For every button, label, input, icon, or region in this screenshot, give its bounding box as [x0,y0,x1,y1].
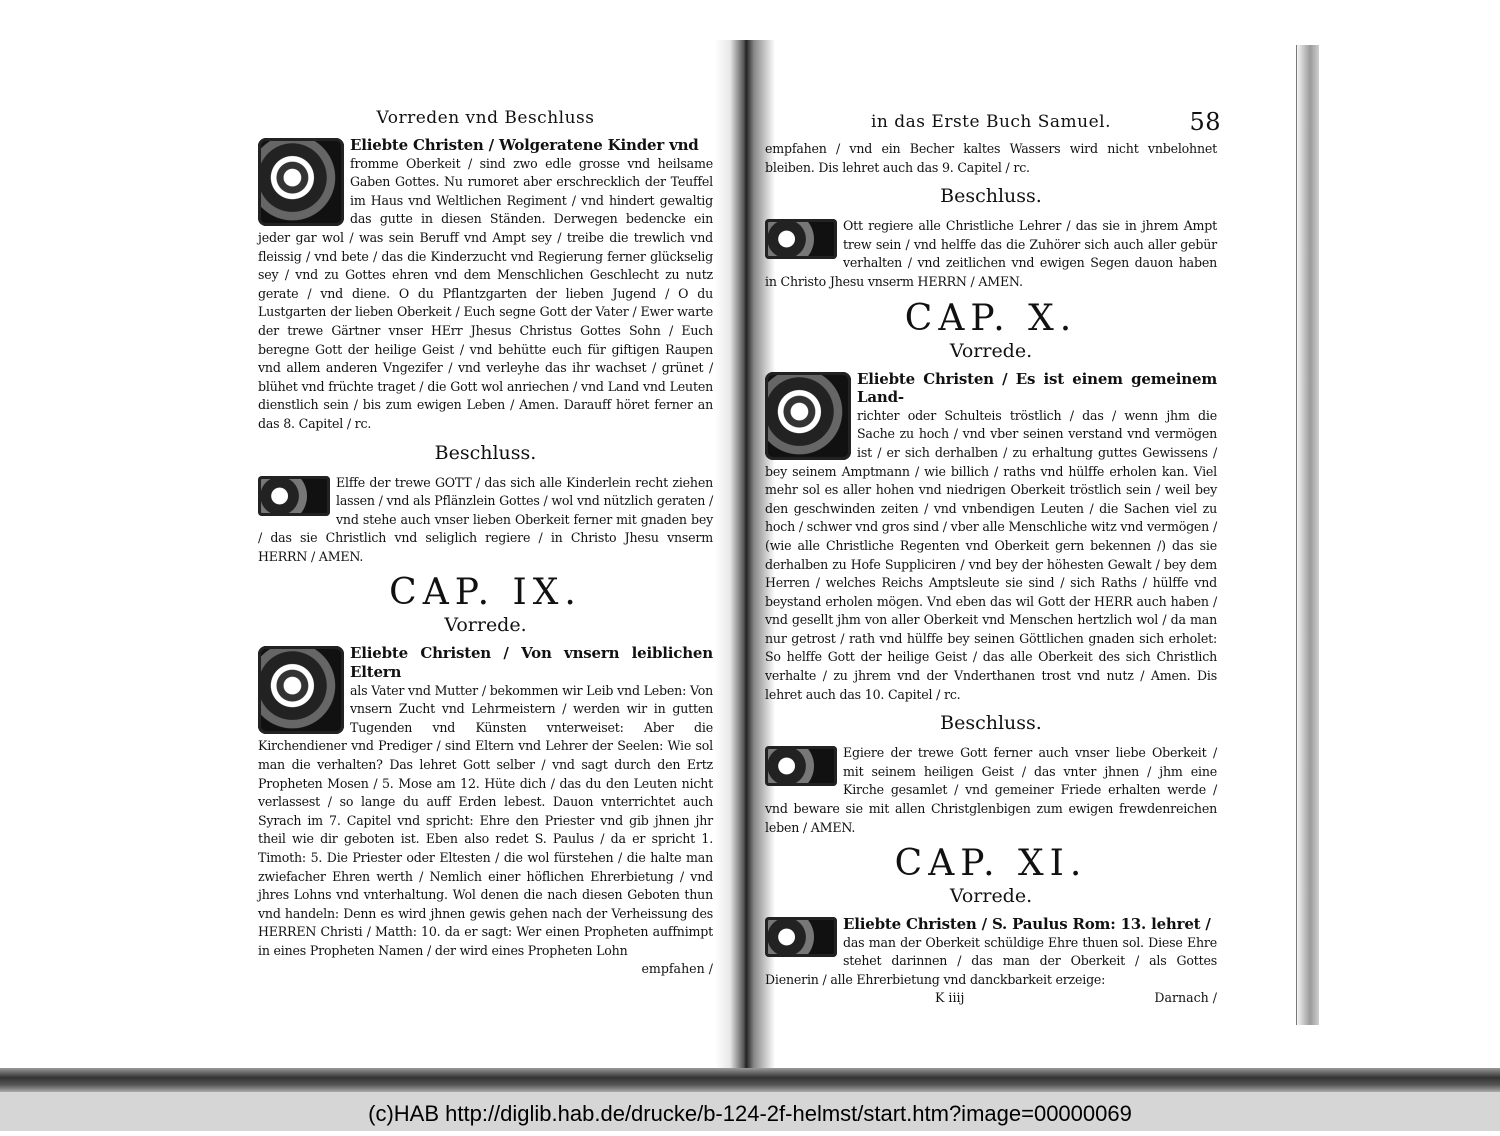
vorrede-heading: Vorrede. [949,885,1033,908]
beschluss-paragraph-1 [765,217,1217,291]
paragraph-first-line: Eliebte Christen / Von vnsern leiblichen Eltern [350,644,713,682]
vorrede-heading: Vorrede. [949,339,1033,362]
running-head-right [765,108,1221,140]
paragraph-text: Egiere der trewe Gott ferner auch vnser liebe Oberkeit / mit seinem heiligen Geist / das vnter jhnen / jhm eine Kirche gesamlet / vnd gemeiner Friede erhalten werde / vnd beware sie mit allen Christglenbigen zum ewigen frewdenreichen leben / AMEN. [765,745,1217,835]
beschluss-title: Beschluss. [434,441,537,464]
beschluss-title: Beschluss. [940,712,1042,735]
preface-paragraph-1 [765,370,1217,705]
running-head-left: Vorreden vnd Beschluss [376,108,595,128]
left-page [258,108,713,979]
paragraph-first-line: Eliebte Christen / Wolgeratene Kinder vnd [350,136,699,154]
beschluss-paragraph [258,474,713,567]
signature-mark: K iiij [935,989,965,1005]
running-head-text: in das Erste Buch Samuel. [870,112,1112,132]
paragraph-text: als Vater vnd Mutter / bekommen wir Leib vnd Leben: Von vnsern Zucht vnd Lehrmeistern / werden wir in gutten Tugenden vnd Künsten vnterweiset: Aber die Kirchendiener vnd Prediger / sind Eltern vnd Lehrer der Seelen: Wie sol man die verhalten? Das lehret Gott selber / vnd sagt durch den Ertz Propheten Mosen / 5. Mose am 12. Hüte dich / das du den Leuten nicht verlassest / so lange du auff Erden lebest. Dauon vnterrichtet auch Syrach im 7. Capitel vnd spricht: Ehre den Priester vnd gib jhnen jhr theil wie dir geboten ist. Eben also redet S. Paulus / da er spricht 1. Timoth: 5. Die Priester oder Eltesten / die wol fürstehen / die halte man zwiefacher Ehren werth / Nemlich einer höflichen Ehrerbietung / vnd jhres Lohns vnd vnterhaltung. Wol denen die nach diesen Geboten thun vnd handeln: Denn es wird jhnen gewis gehen nach der Verheissung des HERREN Christi / Matth: 10. da er sagt: Wer einen Propheten auffnimpt in eines Propheten Namen / der wird eines Propheten Lohn [258,682,713,958]
decorated-initial-h [258,476,330,516]
scanner-edge [0,1068,1500,1092]
decorated-initial-b [258,646,344,734]
catchword: Darnach / [1154,989,1217,1005]
vorrede-heading: Vorrede. [444,614,527,637]
decorated-initial-b [258,138,344,226]
paragraph-text: richter oder Schulteis tröstlich / das / wenn jhm die Sache zu hoch / vnd vber seinen verstand vnd vermögen ist / er sich derhalben / zu erhaltung guttes Gewissens / bey seinem Amptmann / wie billich / raths vnd hülffe erholen kan. Viel mehr sol es aller hohen vnd niedrigen Oberkeit tröstlich sein / weil bey den geschwinden zeiten / vnd vnbendigen Leuten / die Sachen viel zu hoch / schwer vnd gros sind / vber alle Menschliche witz vnd vermögen / (wie alle Christliche Regenten vnd Oberkeit gern bekennen /) das sie derhalben zu Hofe Suppliciren / vnd bey der höhesten Gewalt / bey dem Herren / welches Reichs Amptsleute sie sind / sich Raths / hülffe vnd beystand erholen mögen. Vnd eben das wil Gott der HERR auch haben / vnd gesellt jhm von aller Oberkeit vnd Menschen hertzlich wol / da man nur getrost / rath vnd hülffe bey seinen Göttlichen gnaden sich erholet: So helffe Gott der heilige Geist / das alle Oberkeit des sich Christlich verhalte / zu jhrem vnd der Vnderthanen trost vnd nutz / Amen. Dis lehret auch das 10. Capitel / rc. [765,407,1217,702]
page-edge [1296,45,1319,1025]
page-number: 58 [1189,108,1221,136]
paragraph-text: Ott regiere alle Christliche Lehrer / das sie in jhrem Ampt trew sein / vnd helffe das die Zuhörer sich auch aller gebür verhalten / vnd zeitlichen vnd ewigen Segen dauon haben in Christo Jhesu vnserm HERRN / AMEN. [765,218,1217,289]
catchword: empfahen / [641,960,713,976]
paragraph-text: das man der Oberkeit schüldige Ehre thuen sol. Diese Ehre stehet darinnen / das man der Oberkeit / als Gottes Dienerin / alle Ehrerbietung vnd danckbarkeit erzeige: [765,934,1217,987]
decorated-initial-g [765,219,837,259]
chapter-heading: CAP. X. [904,297,1078,339]
paragraph-text: Elffe der trewe GOTT / das sich alle Kinderlein recht ziehen lassen / vnd als Pflänzlein Gottes / wol vnd nützlich geraten / vnd stehe auch vnser lieben Oberkeit ferner mit gnaden bey / das sie Christlich vnd seliglich regiere / in Christo Jhesu vnserm HERRN / AMEN. [258,474,713,564]
decorated-initial-r [765,746,837,786]
copyright-caption: (c)HAB http://diglib.hab.de/drucke/b-124-2f-helmst/start.htm?image=00000069 [0,1092,1500,1131]
continuation-paragraph: empfahen / vnd ein Becher kaltes Wassers wird nicht vnbelohnet bleiben. Dis lehret auch das 9. Capitel / rc. [765,141,1217,175]
preface-paragraph-1 [258,136,713,434]
decorated-initial-b [765,372,851,460]
signature-line [765,990,1217,1008]
right-page [765,108,1221,1008]
chapter-heading: CAP. XI. [894,843,1088,885]
preface-paragraph-2 [258,644,713,960]
beschluss-paragraph-2 [765,744,1217,837]
paragraph-first-line: Eliebte Christen / S. Paulus Rom: 13. lehret / [843,915,1211,934]
preface-paragraph-2 [765,915,1217,989]
beschluss-title: Beschluss. [940,185,1042,208]
decorated-initial-b [765,917,837,957]
paragraph-text: fromme Oberkeit / sind zwo edle grosse vnd heilsame Gaben Gottes. Nu rumoret aber erschrecklich der Teuffel im Haus vnd Weltlichen Regiment / vnd hindert gewaltig das gutte in diesen Ständen. Derwegen bedencke ein jeder gar wol / was sein Beruff vnd Ampt sey / treibe die trewlich vnd fleissig / vnd bete / das die Kinderzucht vnd Regierung ferner glückselig sey / vnd zu Gottes ehren vnd dem Menschlichen Geschlecht zu nutz gerate / vnd diene. O du Pflantzgarten der lieben Jugend / O du Lustgarten der lieben Oberkeit / Euch segne Gott der Vater / Ewer warte der trewe Gärtner vnser HErr Jhesus Christus Gottes Sohn / Euch beregne Gott der heilige Geist / vnd behütte euch für giftigen Raupen vnd allem anderen Vngezifer / vnd verleyhe das ihr wachset / grünet / blühet vnd früchte traget / die Gott wol anriechen / vnd Land vnd Leuten dienstlich sein / bis zum ewigen Leben / Amen. Darauff höret ferner an das 8. Capitel / rc. [258,155,713,431]
chapter-heading: CAP. IX. [389,572,582,614]
paragraph-first-line: Eliebte Christen / Es ist einem gemeinem Land- [857,369,1217,407]
